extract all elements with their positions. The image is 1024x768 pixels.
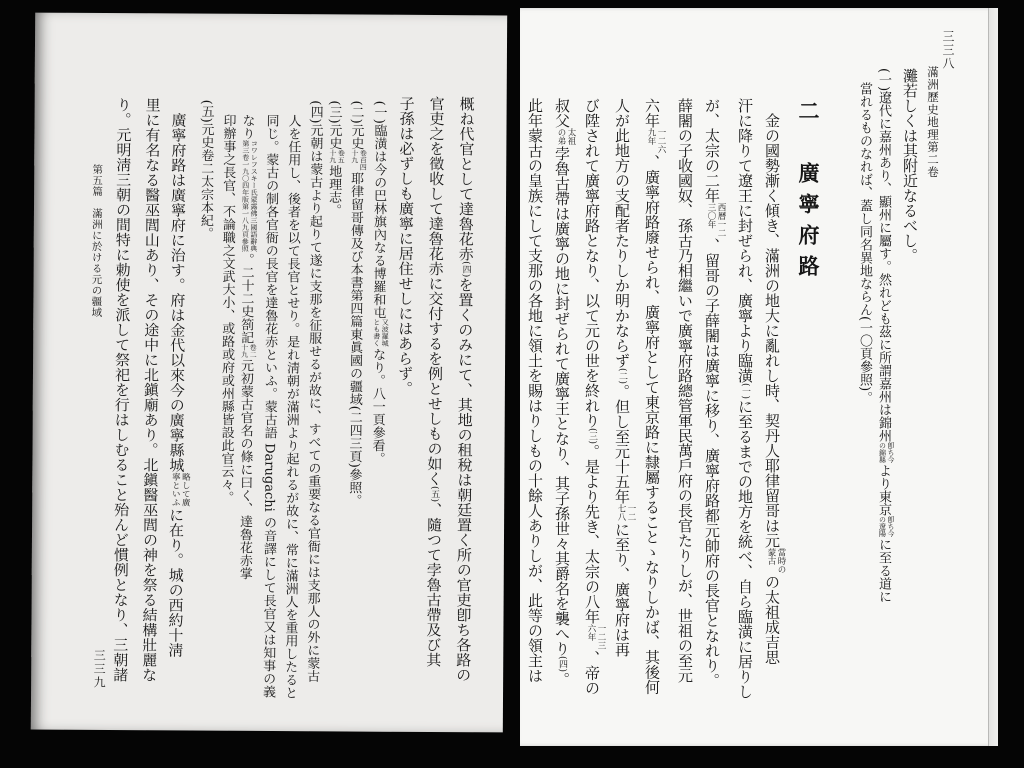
footnote-ref: (三) [587, 428, 597, 445]
text-run: 廣寧府路は廣寧府に治す。府は金代以來今の廣寧縣城 [167, 112, 188, 473]
inline-gloss: 卷百四十九 [350, 149, 368, 171]
text-run: 人を任用し、後者を以て長官とせり。是れ淸朝が滿洲より起れるが故に、常に滿洲人を重用したると [282, 114, 301, 700]
text-column [704, 98, 726, 688]
text-run: 灘若しくは其附近なるべし。 [901, 68, 919, 263]
text-column [734, 98, 756, 699]
text-run: なり [239, 113, 255, 140]
text-run: 。二十二史箚記 [238, 252, 254, 344]
text-run: 人が此地方の支配者たりしか明かならず [613, 98, 631, 368]
text-run: 六年 [643, 98, 661, 128]
text-column [138, 97, 164, 682]
footnote-ref: (四) [557, 656, 567, 673]
text-column [614, 98, 636, 657]
text-run: に至り、廣寧府は再 [613, 522, 631, 658]
text-run: (五)元史卷二太宗本紀。 [197, 99, 214, 240]
text-column [109, 97, 135, 682]
footnote-column [348, 100, 367, 506]
text-run: 同じ。蒙古の制各官衙の長官を達魯花赤といふ。蒙古語 Darugachi の音譯にして長官又は知事の義 [260, 113, 279, 698]
text-run: 地理志。 [325, 164, 342, 217]
text-run: の太祖成吉思 [763, 574, 781, 665]
footnote-column [259, 114, 280, 698]
running-head: 滿洲歷史地理第二卷 [926, 66, 940, 179]
text-run: 、隨つて孛魯古帶及び其 [424, 501, 444, 668]
footnote-ref: (五) [429, 485, 440, 503]
right-page [520, 8, 998, 746]
text-run: 、帝の [583, 650, 601, 696]
footnote-column [325, 100, 346, 217]
inline-gloss: 當時の蒙古 [766, 548, 786, 574]
inline-gloss: 西曆一二三〇年 [706, 203, 726, 237]
text-run: (二)元史 [348, 100, 364, 150]
text-run: に在り。城の西約十淸 [166, 507, 186, 658]
text-run: 耶律留哥傳及び本書第四篇東眞國の疆域(二四三頁)參照。 [346, 171, 364, 507]
text-column [422, 96, 447, 667]
text-column [674, 98, 696, 683]
text-column [764, 98, 786, 665]
inline-gloss: 太祖の弟 [556, 128, 576, 145]
text-column [452, 96, 478, 682]
text-run: 汗に降りて遼王に封ぜられ、廣寧より臨潢 [736, 98, 754, 383]
text-run: が、太宗の二年 [703, 98, 721, 203]
running-footer: 第五篇 滿洲に於ける元の疆域 [90, 163, 104, 318]
text-run: より東京 [876, 464, 891, 517]
text-run: 元初蒙古官名の條に曰く、達魯花赤掌 [236, 358, 254, 580]
inline-gloss: 卷二十九 [240, 343, 258, 358]
text-run: 印辦事之長官、不論職之文武大小、或路或府或州縣皆設此官云々。 [218, 113, 236, 504]
inline-gloss: 略して廣寧といふ [170, 472, 191, 507]
inline-gloss: 卽ち今の遼陽 [878, 516, 895, 538]
inline-gloss: 一二六九年 [646, 128, 666, 154]
text-run: び陞されて廣寧府路となり、以て元の世を終れり [583, 98, 601, 428]
section-heading: 二 廣寧府路 [796, 100, 821, 286]
text-run: (一)遼代に嘉州あり、顯州に屬す。然れども茲に所謂嘉州は錦州 [876, 68, 891, 443]
text-run: 里に有名なる醫巫閭山あり、その途中に北鎭廟あり。北鎭醫巫閭の神を祭る結構壯麗な [140, 97, 162, 683]
left-page [31, 13, 507, 733]
text-run: 子孫は必ずしも廣寧に居住せしにはあらず。 [395, 95, 416, 396]
text-column [899, 68, 921, 263]
inline-gloss: 卷五十九 [328, 149, 346, 164]
text-column [644, 98, 666, 695]
text-run: 金の國勢漸く傾き、滿洲の地大に亂れし時、契丹人耶律留哥は元 [763, 113, 781, 548]
text-run: 概ね代官として達魯花赤 [456, 96, 476, 262]
footnote-column [371, 101, 390, 465]
inline-gloss: 一二七八 [616, 504, 636, 522]
text-run: 。是より先き、太宗の八年 [583, 444, 601, 625]
text-run: 叔父 [553, 98, 571, 128]
text-column [394, 96, 418, 396]
text-run: 當れるものなれば、蓋し同名異地ならん(一〇頁參照)。 [857, 82, 872, 405]
footnote-ref: (二) [617, 368, 627, 385]
text-run: 。 [553, 672, 571, 688]
page-number: 三三八 [941, 30, 955, 71]
text-run: 、留哥の子薛闍は廣寧に移り、廣寧府路都元帥府の長官となれり。 [703, 238, 721, 688]
page-edge [988, 8, 998, 746]
text-run: に至る道に [876, 538, 891, 604]
text-run: (一)臨潢は今の巴林旗內なる博羅和屯 [370, 100, 387, 319]
text-column [584, 98, 606, 696]
text-run: なり。八一頁參看。 [369, 347, 386, 465]
text-run: 孛魯古帶は廣寧の地に封ぜられて廣寧王となり、其子孫世々其爵名を襲へり [553, 146, 571, 656]
footnote-column [878, 68, 895, 603]
inline-gloss: 一二三六年 [586, 624, 606, 650]
footnote-column [236, 113, 259, 580]
text-run: 官吏之を徵收して達魯花赤に交付するを例とせしもの如く [425, 95, 446, 487]
text-column [167, 97, 192, 657]
text-run: 薛闍の子收國奴、孫古乃相繼いで廣寧府路總管軍民萬戶府の長官たりしが、世祖の至元 [676, 98, 694, 683]
text-run: を置くのみにて、其地の租稅は朝廷置く所の官吏卽ち各路の [454, 277, 475, 683]
text-run: (三)元史 [326, 100, 342, 150]
inline-gloss: 卽ち今の錦縣 [878, 442, 895, 464]
text-run: り。元明淸三朝の間特に勅使を派して祭祀を行はしむること殆んど慣例となり、三朝諸 [111, 97, 133, 683]
footnote-column [281, 114, 302, 699]
text-run: に至るまでの地方を統べ、自ら臨潢に居りし [736, 399, 754, 700]
footnote-column [217, 114, 236, 504]
footnote-column [197, 100, 215, 240]
inline-gloss: 又波羅城とも書く [372, 318, 390, 347]
text-column [524, 98, 546, 683]
text-run: (四)元朝は蒙古より起りて遂に支那を征服せるが故に、すべての重要なる官衙には支那人の外に蒙古 [304, 100, 323, 683]
text-run: 。但し至元十五年 [613, 384, 631, 505]
footnote-column [303, 100, 324, 682]
footnote-ref: (一) [740, 383, 750, 400]
text-run: 、廣寧府路廢せられ、廣寧府として東京路に隸屬することゝなりしかば、其後何 [643, 154, 661, 695]
inline-gloss: コワレフスキー氏蒙露佛三國語辭典第三卷一九〇四年版第一八九頁參照 [241, 139, 259, 252]
footnote-ref: (四) [460, 261, 471, 278]
footnote-column [856, 82, 873, 404]
page-number: 三三九 [92, 648, 107, 690]
text-column [554, 98, 576, 687]
text-run: 此年蒙古の皇族にして支那の各地に領土を賜はりしもの十餘人ありしが、此等の領主は [526, 98, 544, 683]
